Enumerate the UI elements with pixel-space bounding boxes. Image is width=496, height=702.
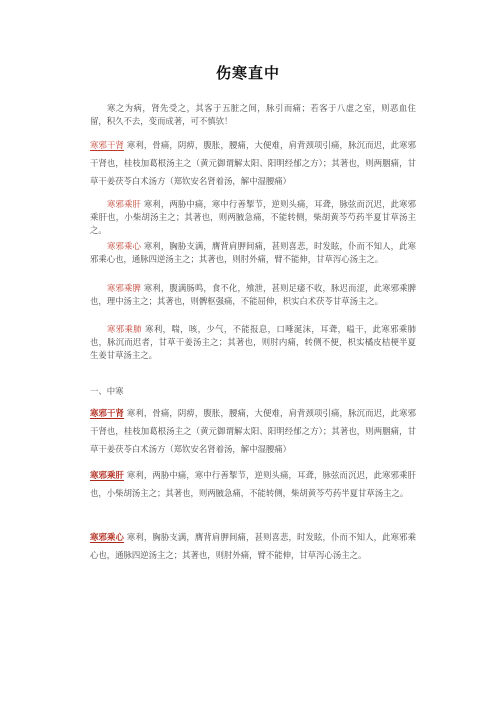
text-kidney: 寒利，骨痛，阴痹，腹胀，腰痛，大便难，肩背颈项引痛，脉沉而迟，此寒邪干肾也，桂枝加葛根汤主之（黄元御谓解太阳、阳明经郁之方）；其著也，则两胭痛，甘草干姜茯苓白术汤方（郑钦安名肾着汤，解中湿腰痛） bbox=[90, 140, 417, 186]
section-lung bbox=[90, 323, 416, 362]
text-liver-2: 寒利，两胁中痛，寒中行善掣节，逆则头痛，耳聋，脉弦而沉迟，此寒邪乘肝也，小柴胡汤主之；其著也，则两腋急痛，不能转侧，柴胡黄芩芍药半夏甘草汤主之。 bbox=[90, 470, 417, 498]
section-liver-2 bbox=[90, 466, 416, 502]
document-title: 伤寒直中 bbox=[215, 64, 280, 82]
section-kidney bbox=[90, 136, 416, 190]
intro-paragraph: 寒之为病，肾先受之，其客于五脏之间，脉引而痛；若客于八虚之室，则恶血住留，积久不去，变而成著，可不慎欤！ bbox=[90, 103, 416, 126]
term-heart-2: 寒邪乘心 bbox=[90, 532, 125, 542]
section-liver bbox=[90, 198, 416, 237]
term-liver-2: 寒邪乘肝 bbox=[90, 470, 125, 480]
term-heart: 寒邪乘心 bbox=[107, 241, 142, 251]
term-spleen: 寒邪乘脾 bbox=[107, 283, 142, 293]
section-heading: 一、中寒 bbox=[90, 386, 124, 396]
text-heart: 寒利，胸胁支满，膺背肩胛间痛，甚则喜悲，时发眩，仆而不知人，此寒邪乘心也，通脉四逆汤主之；其著也，则肘外痛，臂不能伸，甘草泻心汤主之。 bbox=[90, 241, 416, 264]
text-lung: 寒利，喘，咳，少气，不能报息，口唾涎沫，耳聋，嗌干，此寒邪乘肺也，脉沉而迟者，甘草干姜汤主之；其著也，则肘内痛，转侧不便，枳实橘皮桔梗半夏生姜甘草汤主之。 bbox=[90, 324, 417, 360]
section-heart-2 bbox=[90, 528, 416, 564]
term-kidney: 寒邪干肾 bbox=[90, 140, 125, 150]
text-heart-2: 寒利，胸胁支满，膺背肩胛间痛，甚则喜悲，时发眩，仆而不知人，此寒邪乘心也，通脉四逆汤主之；其著也，则肘外痛，臂不能伸，甘草泻心汤主之。 bbox=[90, 532, 417, 560]
text-spleen: 寒利，腹满肠鸣，食不化，飧泄，甚则足痿不收，脉迟而涩，此寒邪乘脾也，理中汤主之；其著也，则髀枢强痛，不能屈伸，枳实白术茯苓甘草汤主之。 bbox=[90, 283, 416, 306]
section-kidney-2 bbox=[90, 404, 416, 458]
section-spleen bbox=[90, 282, 416, 308]
term-kidney-2: 寒邪干肾 bbox=[90, 408, 125, 418]
term-lung: 寒邪乘肺 bbox=[107, 324, 143, 334]
section-heart bbox=[90, 240, 416, 266]
term-liver: 寒邪乘肝 bbox=[107, 199, 142, 209]
text-kidney-2: 寒利，骨痛，阴痹，腹胀，腰痛，大便难，肩背颈项引痛，脉沉而迟，此寒邪干肾也，桂枝加葛根汤主之（黄元御谓解太阳、阳明经郁之方）；其著也，则两胭痛，甘草干姜茯苓白术汤方（郑钦安名肾着汤，解中湿腰痛） bbox=[90, 408, 417, 454]
text-liver: 寒利，两胁中痛，寒中行善掣节，逆则头痛，耳聋，脉弦而沉迟，此寒邪乘肝也，小柴胡汤主之；其著也，则两腋急痛，不能转侧，柴胡黄芩芍药半夏甘草汤主之。 bbox=[90, 199, 416, 235]
